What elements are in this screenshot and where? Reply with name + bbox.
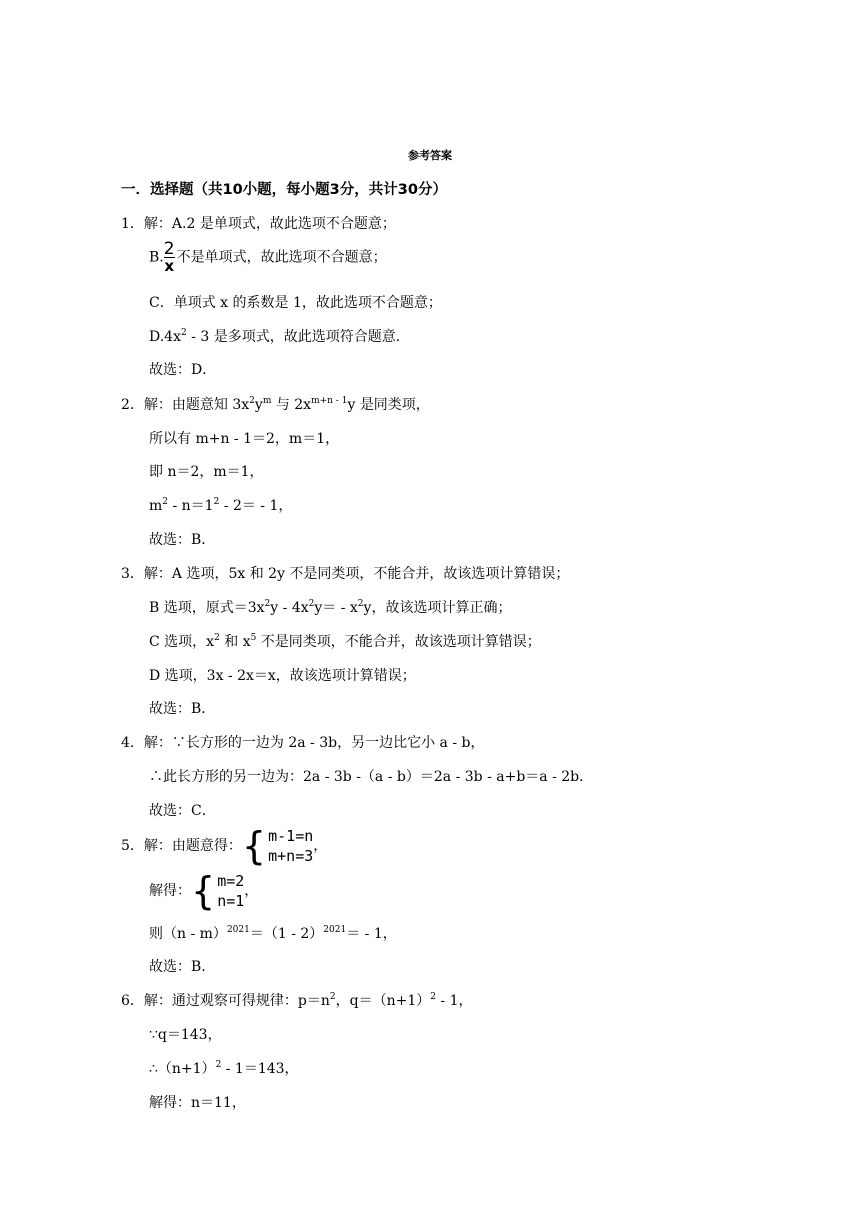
fraction-denominator: x: [164, 257, 174, 275]
q1-line-2-text: 不是单项式，故此选项不合题意；: [176, 249, 387, 266]
text: 与 2x: [271, 397, 312, 413]
text: 不是同类项，不能合并，故该选项计算错误；: [256, 634, 541, 650]
solution-system: [191, 871, 244, 911]
q6-line-1: [121, 992, 473, 1010]
q2-line-3: 即 n＝2，m＝1，: [149, 464, 264, 480]
text: y - 4x: [270, 600, 309, 616]
text: 解得：: [149, 883, 191, 899]
superscript: 2: [162, 497, 169, 507]
q1-line-2: [149, 241, 387, 274]
q5-line-4: 故选：B．: [149, 959, 216, 975]
page-title: 参考答案: [408, 149, 452, 162]
brace-icon: {: [191, 869, 216, 913]
text: B 选项，原式＝3x: [149, 600, 265, 616]
text: y，故该选项计算正确；: [363, 600, 512, 616]
superscript: 2: [329, 992, 336, 1002]
superscript: 2: [249, 396, 255, 406]
superscript: 2: [180, 328, 187, 338]
q4-line-1: 4．解：∵长方形的一边为 2a - 3b，另一边比它小 a - b，: [121, 735, 485, 751]
fraction-numerator: 2: [163, 239, 175, 259]
text: y: [254, 397, 263, 413]
q2-line-4: [149, 497, 292, 515]
superscript: 2: [308, 599, 315, 609]
superscript: 5: [250, 633, 257, 643]
equation-system: [242, 826, 313, 866]
rows: [217, 871, 244, 911]
q1-option-b: B.: [149, 249, 164, 266]
q2-line-2: 所以有 m+n - 1＝2，m＝1，: [149, 431, 340, 447]
text: - 3 是多项式，故此选项符合题意．: [186, 329, 410, 345]
q4-line-3: 故选：C．: [149, 803, 216, 819]
q5-line-2: [149, 871, 258, 911]
superscript: 2: [214, 633, 220, 643]
q6-line-2: ∵q＝143，: [149, 1027, 222, 1043]
text: ，q＝（n+1）: [335, 993, 431, 1009]
text: 则（n - m）: [149, 926, 227, 942]
brace-icon: {: [241, 824, 267, 868]
q5-line-1: [121, 826, 327, 866]
fraction: [164, 241, 175, 274]
text: y 是同类项，: [347, 397, 430, 413]
text: C 选项，x: [149, 634, 215, 650]
equation-row: m+n=3: [268, 847, 314, 865]
q6-line-3: [149, 1060, 299, 1078]
superscript: 2021: [226, 925, 250, 935]
text: 2．解：由题意知 3x: [121, 397, 250, 413]
text: ＝ - 1，: [346, 926, 397, 942]
text: y＝ - x: [314, 600, 358, 616]
text: ∴（n+1）: [149, 1061, 216, 1077]
superscript: 2: [264, 599, 271, 609]
equation-row: n=1: [217, 892, 245, 910]
q1-line-5: 故选：D．: [149, 362, 217, 378]
q4-line-2: ∴此长方形的另一边为：2a - 3b -（a - b）＝2a - 3b - a+b＝a - 2b．: [149, 769, 594, 785]
q3-line-4: D 选项，3x - 2x＝x，故该选项计算错误；: [149, 668, 416, 684]
text: 5．解：由题意得：: [121, 838, 242, 854]
text: ，: [244, 883, 259, 899]
superscript: 2: [215, 1060, 222, 1070]
text: D.4x: [149, 329, 181, 345]
q1-line-4: [149, 328, 410, 346]
q1-line-1: 1．解：A.2 是单项式，故此选项不合题意；: [121, 216, 396, 232]
text: 6．解：通过观察可得规律：p＝n: [121, 993, 330, 1009]
superscript: 2021: [323, 925, 347, 935]
q3-line-3: [149, 633, 541, 651]
text: - 2＝ - 1，: [219, 498, 293, 514]
q3-line-1: 3．解：A 选项，5x 和 2y 不是同类项，不能合并，故该选项计算错误；: [121, 566, 570, 582]
text: m: [149, 498, 163, 514]
text: ＝（1 - 2）: [249, 926, 324, 942]
text: - n＝1: [168, 498, 214, 514]
section-heading: 一．选择题（共10小题，每小题3分，共计30分）: [121, 182, 447, 198]
text: ，: [313, 838, 328, 854]
q2-line-1: [121, 396, 430, 414]
q5-line-3: [149, 925, 397, 943]
text: - 1＝143，: [221, 1061, 299, 1077]
q2-line-5: 故选：B．: [149, 532, 216, 548]
text: 和 x: [219, 634, 251, 650]
q6-line-4: 解得：n＝11，: [149, 1095, 246, 1111]
q3-line-5: 故选：B．: [149, 701, 216, 717]
superscript: 2: [357, 599, 364, 609]
superscript: m: [262, 396, 272, 406]
equation-row: m=2: [217, 872, 245, 890]
superscript: m+n - 1: [311, 396, 348, 406]
q1-line-3: C．单项式 x 的系数是 1，故此选项不合题意；: [149, 295, 442, 311]
q3-line-2: [149, 599, 511, 617]
superscript: 2: [430, 992, 436, 1002]
rows: [268, 826, 313, 866]
equation-row: m-1=n: [268, 827, 314, 845]
superscript: 2: [213, 497, 220, 507]
text: - 1，: [435, 993, 473, 1009]
